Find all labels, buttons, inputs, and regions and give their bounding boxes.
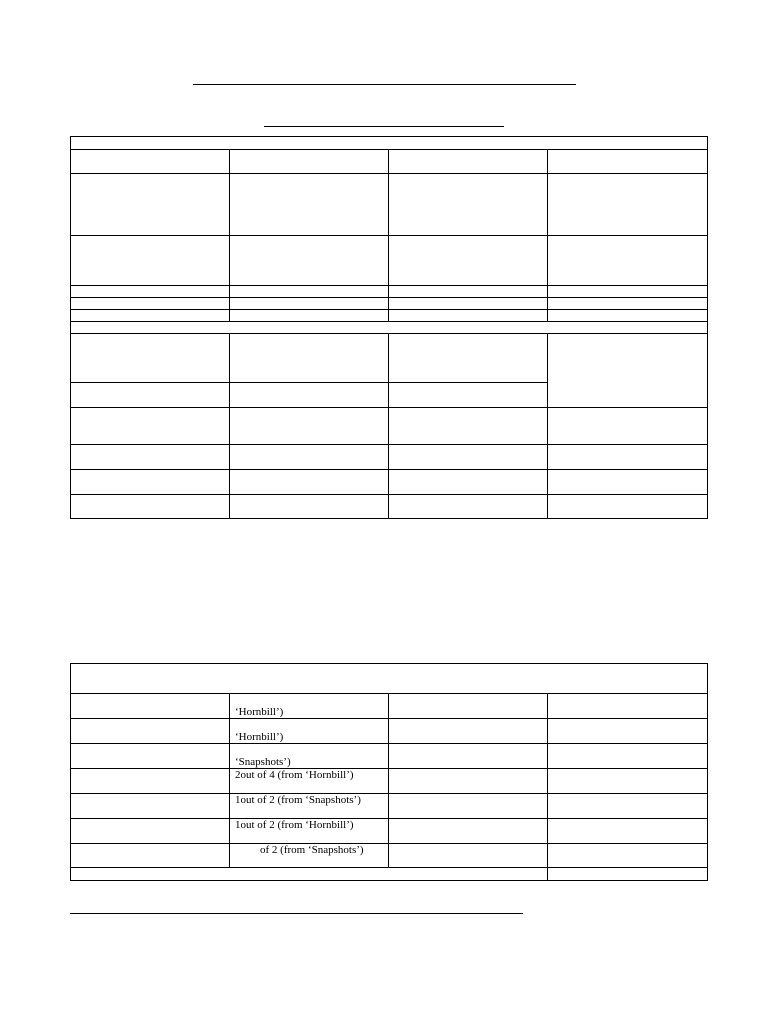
table-cell bbox=[548, 868, 708, 881]
table-row bbox=[71, 794, 708, 819]
table-cell bbox=[71, 868, 548, 881]
title-underline bbox=[193, 84, 576, 85]
table-cell bbox=[230, 445, 389, 470]
table-cell bbox=[548, 310, 708, 322]
table-cell bbox=[548, 794, 708, 819]
table-cell bbox=[230, 383, 389, 408]
cell-text: ‘Snapshots’) bbox=[235, 756, 291, 768]
table-cell bbox=[71, 137, 708, 150]
table-cell bbox=[548, 408, 708, 445]
top-table bbox=[70, 136, 708, 519]
table-cell bbox=[230, 769, 389, 794]
table-row bbox=[71, 664, 708, 694]
table-cell bbox=[230, 174, 389, 236]
table-row bbox=[71, 286, 708, 298]
table-cell bbox=[230, 844, 389, 868]
table-cell bbox=[548, 470, 708, 495]
table-cell bbox=[71, 310, 230, 322]
table-cell bbox=[389, 408, 548, 445]
table-cell bbox=[230, 298, 389, 310]
table-row bbox=[71, 769, 708, 794]
table-cell bbox=[71, 794, 230, 819]
table-cell bbox=[71, 150, 230, 174]
table-row bbox=[71, 445, 708, 470]
table-cell bbox=[548, 298, 708, 310]
table-cell bbox=[71, 819, 230, 844]
table-cell bbox=[389, 298, 548, 310]
table-cell bbox=[548, 334, 708, 408]
table-cell bbox=[548, 174, 708, 236]
signature-line bbox=[70, 913, 523, 914]
table-row bbox=[71, 819, 708, 844]
table-cell bbox=[230, 819, 389, 844]
bottom-table bbox=[70, 663, 708, 881]
table-row bbox=[71, 236, 708, 286]
table-cell bbox=[71, 495, 230, 519]
table-row bbox=[71, 719, 708, 744]
table-row bbox=[71, 868, 708, 881]
table-cell bbox=[548, 819, 708, 844]
table-row bbox=[71, 298, 708, 310]
table-cell bbox=[230, 470, 389, 495]
cell-text: of 2 (from ‘Snapshots’) bbox=[260, 844, 364, 856]
table-cell bbox=[389, 719, 548, 744]
table-cell bbox=[548, 286, 708, 298]
table-cell bbox=[71, 322, 708, 334]
table-cell bbox=[389, 445, 548, 470]
table-cell bbox=[230, 236, 389, 286]
table-cell bbox=[389, 334, 548, 383]
table-row bbox=[71, 694, 708, 719]
table-cell bbox=[548, 719, 708, 744]
table-cell bbox=[71, 470, 230, 495]
table-cell bbox=[71, 744, 230, 769]
table-cell bbox=[71, 298, 230, 310]
table-row bbox=[71, 150, 708, 174]
table-cell bbox=[230, 310, 389, 322]
cell-text: 2out of 4 (from ‘Hornbill’) bbox=[235, 769, 354, 781]
table-cell bbox=[71, 694, 230, 719]
table-cell bbox=[71, 383, 230, 408]
cell-text: ‘Hornbill’) bbox=[235, 706, 284, 718]
table-cell bbox=[71, 844, 230, 868]
table-cell bbox=[548, 744, 708, 769]
table-cell bbox=[71, 174, 230, 236]
table-cell bbox=[548, 150, 708, 174]
table-cell bbox=[389, 495, 548, 519]
table-row bbox=[71, 744, 708, 769]
table-row bbox=[71, 408, 708, 445]
cell-text: ‘Hornbill’) bbox=[235, 731, 284, 743]
table-cell bbox=[548, 495, 708, 519]
table-row bbox=[71, 174, 708, 236]
table-cell bbox=[389, 150, 548, 174]
table-cell bbox=[389, 286, 548, 298]
table-cell bbox=[389, 174, 548, 236]
table-cell bbox=[230, 334, 389, 383]
table-cell bbox=[230, 794, 389, 819]
table-row bbox=[71, 334, 708, 383]
table-cell bbox=[548, 236, 708, 286]
table-cell bbox=[389, 844, 548, 868]
table-cell bbox=[230, 719, 389, 744]
table-cell bbox=[230, 408, 389, 445]
table-cell bbox=[389, 236, 548, 286]
table-cell bbox=[71, 286, 230, 298]
table-cell bbox=[71, 408, 230, 445]
table-row bbox=[71, 470, 708, 495]
cell-text: 1out of 2 (from ‘Snapshots’) bbox=[235, 794, 361, 806]
table-cell bbox=[389, 794, 548, 819]
table-row bbox=[71, 495, 708, 519]
table-cell bbox=[548, 844, 708, 868]
table-cell bbox=[548, 769, 708, 794]
cell-text: 1out of 2 (from ‘Hornbill’) bbox=[235, 819, 354, 831]
table-row bbox=[71, 322, 708, 334]
table-cell bbox=[230, 150, 389, 174]
table-cell bbox=[389, 470, 548, 495]
table-cell bbox=[71, 769, 230, 794]
table-cell bbox=[230, 495, 389, 519]
table-cell bbox=[548, 694, 708, 719]
table-cell bbox=[389, 769, 548, 794]
subtitle-underline bbox=[264, 126, 504, 127]
table-cell bbox=[71, 236, 230, 286]
table-cell bbox=[389, 694, 548, 719]
table-cell bbox=[71, 445, 230, 470]
table-cell bbox=[389, 744, 548, 769]
table-row bbox=[71, 844, 708, 868]
table-cell bbox=[71, 664, 708, 694]
table-row bbox=[71, 310, 708, 322]
table-cell bbox=[230, 286, 389, 298]
table-cell bbox=[230, 744, 389, 769]
table-cell bbox=[389, 383, 548, 408]
table-cell bbox=[71, 334, 230, 383]
table-row bbox=[71, 137, 708, 150]
table-cell bbox=[71, 719, 230, 744]
table-cell bbox=[548, 445, 708, 470]
table-cell bbox=[389, 310, 548, 322]
table-cell bbox=[230, 694, 389, 719]
table-cell bbox=[389, 819, 548, 844]
